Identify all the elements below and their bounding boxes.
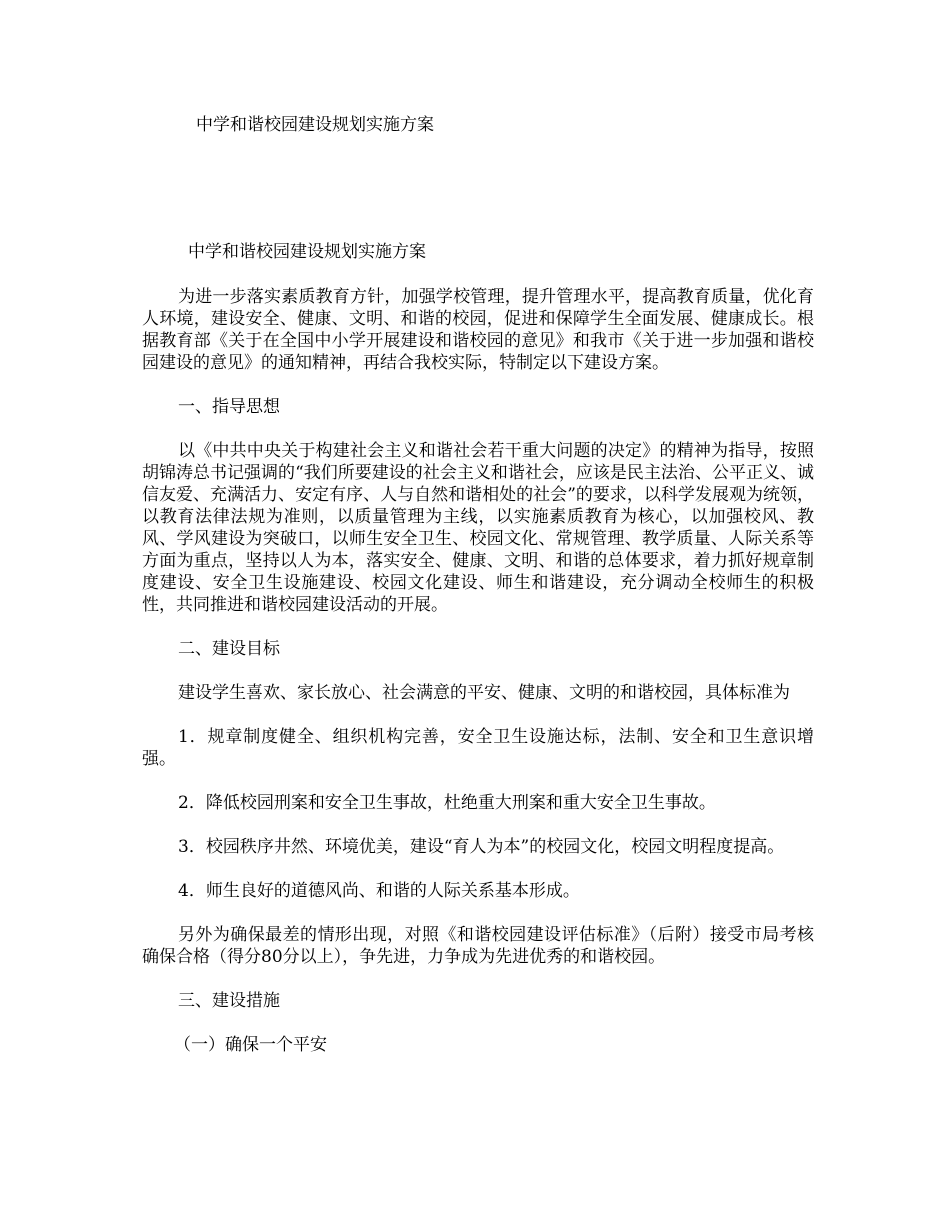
goals-intro-paragraph: 建设学生喜欢、家长放心、社会满意的平安、健康、文明的和谐校园，具体标准为 <box>178 683 790 703</box>
goal-item: 3．校园秩序井然、环境优美，建设“育人为本”的校园文化，校园文明程度提高。 <box>178 837 785 857</box>
document-title: 中学和谐校园建设规划实施方案 <box>188 242 426 262</box>
goal-item: 4．师生良好的道德风尚、和谐的人际关系基本形成。 <box>178 881 580 901</box>
goals-extra-paragraph: 另外为确保最差的情形出现，对照《和谐校园建设评估标准》（后附）接受市局考核确保合格（得分80分以上），争先进，力争成为先进优秀的和谐校园。 <box>142 925 814 967</box>
document-body <box>142 286 814 1078</box>
section-heading-goals: 二、建设目标 <box>178 639 280 659</box>
intro-paragraph: 为进一步落实素质教育方针，加强学校管理，提升管理水平，提高教育质量，优化育人环境，建设安全、健康、文明、和谐的校园，促进和保障学生全面发展、健康成长。根据教育部《关于在全国中小学开展建设和谐校园的意见》和我市《关于进一步加强和谐校园建设的意见》的通知精神，再结合我校实际，特制定以下建设方案。 <box>142 287 814 373</box>
section-heading-guiding-ideology: 一、指导思想 <box>178 397 280 417</box>
guiding-ideology-paragraph: 以《中共中央关于构建社会主义和谐社会若干重大问题的决定》的精神为指导，按照胡锦涛总书记强调的“我们所要建设的社会主义和谐社会，应该是民主法治、公平正义、诚信友爱、充满活力、安定有序、人与自然和谐相处的社会”的要求，以科学发展观为统领，以教育法律法规为准则，以质量管理为主线，以实施素质教育为核心，以加强校风、教风、学风建设为突破口，以师生安全卫生、校园文化、常规管理、教学质量、人际关系等方面为重点，坚持以人为本，落实安全、健康、文明、和谐的总体要求，着力抓好规章制度建设、安全卫生设施建设、校园文化建设、师生和谐建设，充分调动全校师生的积极性，共同推进和谐校园建设活动的开展。 <box>142 441 814 615</box>
goal-item: 2．降低校园刑案和安全卫生事故，杜绝重大刑案和重大安全卫生事故。 <box>178 793 716 813</box>
goal-item: 1．规章制度健全、组织机构完善，安全卫生设施达标，法制、安全和卫生意识增强。 <box>142 727 814 769</box>
page-header-title: 中学和谐校园建设规划实施方案 <box>196 115 434 135</box>
section-heading-measures: 三、建设措施 <box>178 991 280 1011</box>
subsection-heading-safety: （一）确保一个平安 <box>174 1035 327 1055</box>
